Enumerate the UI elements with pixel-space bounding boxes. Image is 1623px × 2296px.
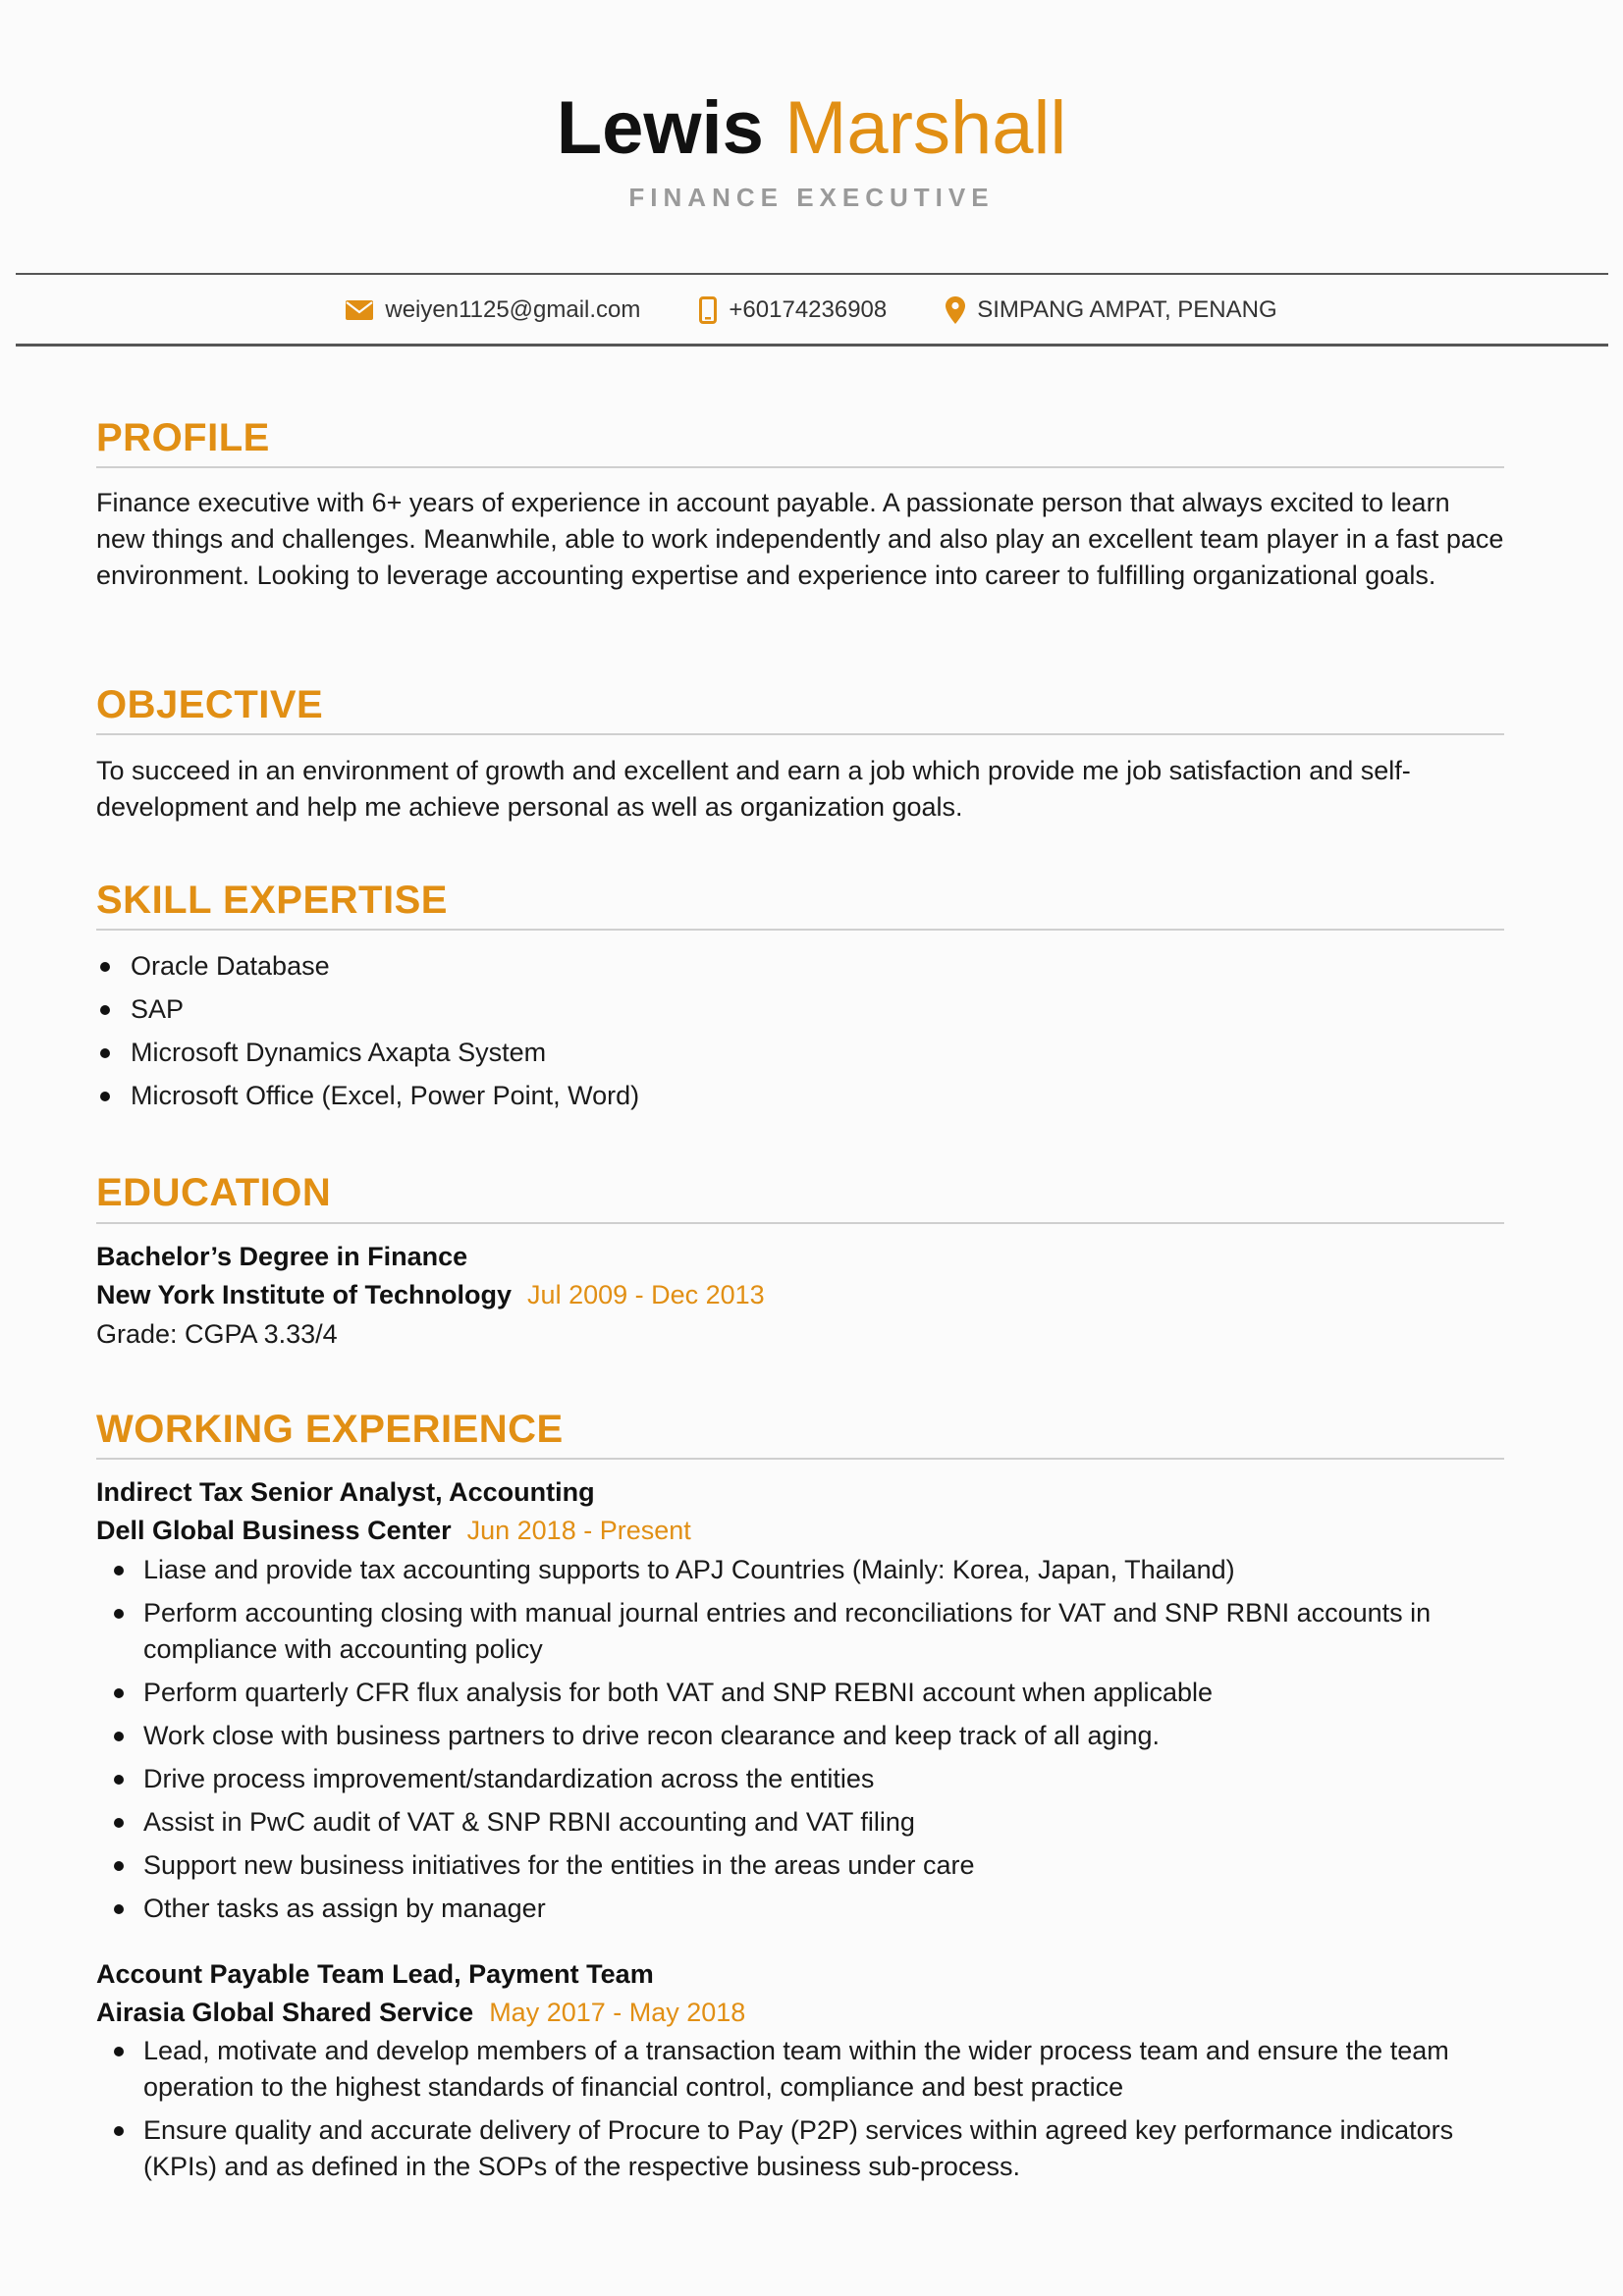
profile-divider: [96, 466, 1504, 468]
header-divider-top: [16, 273, 1608, 275]
job-company: Airasia Global Shared Service: [96, 1998, 474, 2027]
skill-text: SAP: [131, 994, 185, 1024]
job-dates: May 2017 - May 2018: [489, 1998, 746, 2027]
mobile-phone-icon: [699, 296, 717, 324]
skills-list: [96, 948, 639, 1121]
objective-heading: OBJECTIVE: [96, 683, 324, 726]
objective-text: To succeed in an environment of growth and excellent and earn a job which provide me job satisfaction and self-development and help me achieve personal as well as organization goals.: [96, 756, 1411, 822]
education-heading: EDUCATION: [96, 1171, 332, 1214]
list-item: [110, 1552, 1514, 1588]
bullet-icon: [114, 1818, 124, 1828]
email-text[interactable]: weiyen1125@gmail.com: [385, 296, 641, 323]
duty-text: Other tasks as assign by manager: [143, 1894, 546, 1923]
bullet-icon: [100, 1048, 110, 1058]
duty-text: Drive process improvement/standardization across the entities: [143, 1764, 875, 1793]
skills-heading: SKILL EXPERTISE: [96, 879, 448, 922]
header-divider-bottom: [16, 344, 1608, 347]
contact-email: [346, 296, 640, 324]
duty-text: Support new business initiatives for the entities in the areas under care: [143, 1850, 975, 1880]
contact-bar: [0, 291, 1623, 330]
education-dates: Jul 2009 - Dec 2013: [527, 1280, 765, 1309]
map-pin-icon: [946, 296, 965, 324]
duty-text: Ensure quality and accurate delivery of Procure to Pay (P2P) services within agreed key performance indicators (KPIs) and as defined in the SOPs of the respective business sub-process.: [143, 2115, 1454, 2181]
list-item: [110, 1804, 1514, 1841]
bullet-icon: [114, 1775, 124, 1785]
duty-text: Lead, motivate and develop members of a transaction team within the wider process team and ensure the team operation to the highest standards of financial control, compliance and best practice: [143, 2036, 1449, 2102]
bullet-icon: [114, 2126, 124, 2136]
bullet-icon: [100, 1092, 110, 1101]
school-line: [96, 1277, 765, 1313]
list-item: [110, 2033, 1514, 2106]
list-item: [96, 1035, 639, 1071]
bullet-icon: [100, 1005, 110, 1015]
job-role: Indirect Tax Senior Analyst, Accounting: [96, 1477, 595, 1507]
bullet-icon: [114, 1566, 124, 1575]
duty-text: Perform quarterly CFR flux analysis for both VAT and SNP REBNI account when applicable: [143, 1678, 1214, 1707]
first-name: Lewis: [556, 86, 764, 170]
phone-text[interactable]: +60174236908: [729, 296, 888, 323]
location-text: SIMPANG AMPAT, PENANG: [977, 296, 1277, 323]
profile-text: Finance executive with 6+ years of experience in account payable. A passionate person that always excited to learn new things and challenges. Meanwhile, able to work independently and also play an excellent team player in a fast pace environment. Looking to leverage accounting expertise and experience into career to fulfilling organizational goals.: [96, 488, 1504, 590]
duty-text: Work close with business partners to drive recon clearance and keep track of all aging.: [143, 1721, 1161, 1750]
list-item: [96, 991, 639, 1028]
objective-divider: [96, 733, 1504, 735]
job-company-line: [96, 1995, 745, 2031]
bullet-icon: [114, 1688, 124, 1698]
list-item: [110, 1718, 1514, 1754]
job-company-line: [96, 1513, 691, 1549]
list-item: [110, 1675, 1514, 1711]
duty-text: Perform accounting closing with manual journal entries and reconciliations for VAT and SNP RBNI accounts in compliance with accounting policy: [143, 1598, 1432, 1664]
skills-divider: [96, 929, 1504, 931]
contact-location: [946, 296, 1276, 324]
skill-text: Oracle Database: [131, 951, 330, 981]
list-item: [110, 1891, 1514, 1927]
job-duties-list: [110, 2033, 1514, 2192]
job-duties-list: [110, 1552, 1514, 1934]
skill-text: Microsoft Dynamics Axapta System: [131, 1038, 547, 1067]
duty-text: Liase and provide tax accounting supports to APJ Countries (Mainly: Korea, Japan, Thailand): [143, 1555, 1235, 1584]
list-item: [110, 2112, 1514, 2185]
job-title: FINANCE EXECUTIVE: [628, 183, 995, 212]
bullet-icon: [114, 1732, 124, 1741]
duty-text: Assist in PwC audit of VAT & SNP RBNI accounting and VAT filing: [143, 1807, 915, 1837]
skill-text: Microsoft Office (Excel, Power Point, Word): [131, 1081, 640, 1110]
list-item: [96, 948, 639, 985]
bullet-icon: [114, 1904, 124, 1914]
degree: Bachelor’s Degree in Finance: [96, 1242, 468, 1271]
school-name: New York Institute of Technology: [96, 1280, 513, 1309]
list-item: [110, 1595, 1514, 1668]
candidate-name: [0, 84, 1623, 173]
list-item: [96, 1078, 639, 1114]
grade: Grade: CGPA 3.33/4: [96, 1319, 338, 1349]
bullet-icon: [114, 1861, 124, 1871]
bullet-icon: [114, 1609, 124, 1619]
last-name: Marshall: [784, 86, 1067, 170]
job-dates: Jun 2018 - Present: [466, 1516, 691, 1545]
experience-heading: WORKING EXPERIENCE: [96, 1408, 564, 1451]
bullet-icon: [114, 2047, 124, 2056]
experience-divider: [96, 1458, 1504, 1460]
profile-heading: PROFILE: [96, 416, 270, 459]
job-role: Account Payable Team Lead, Payment Team: [96, 1959, 654, 1989]
education-divider: [96, 1222, 1504, 1224]
envelope-icon: [346, 300, 373, 320]
list-item: [110, 1761, 1514, 1797]
list-item: [110, 1847, 1514, 1884]
bullet-icon: [100, 962, 110, 972]
job-company: Dell Global Business Center: [96, 1516, 452, 1545]
contact-phone: [699, 296, 887, 324]
